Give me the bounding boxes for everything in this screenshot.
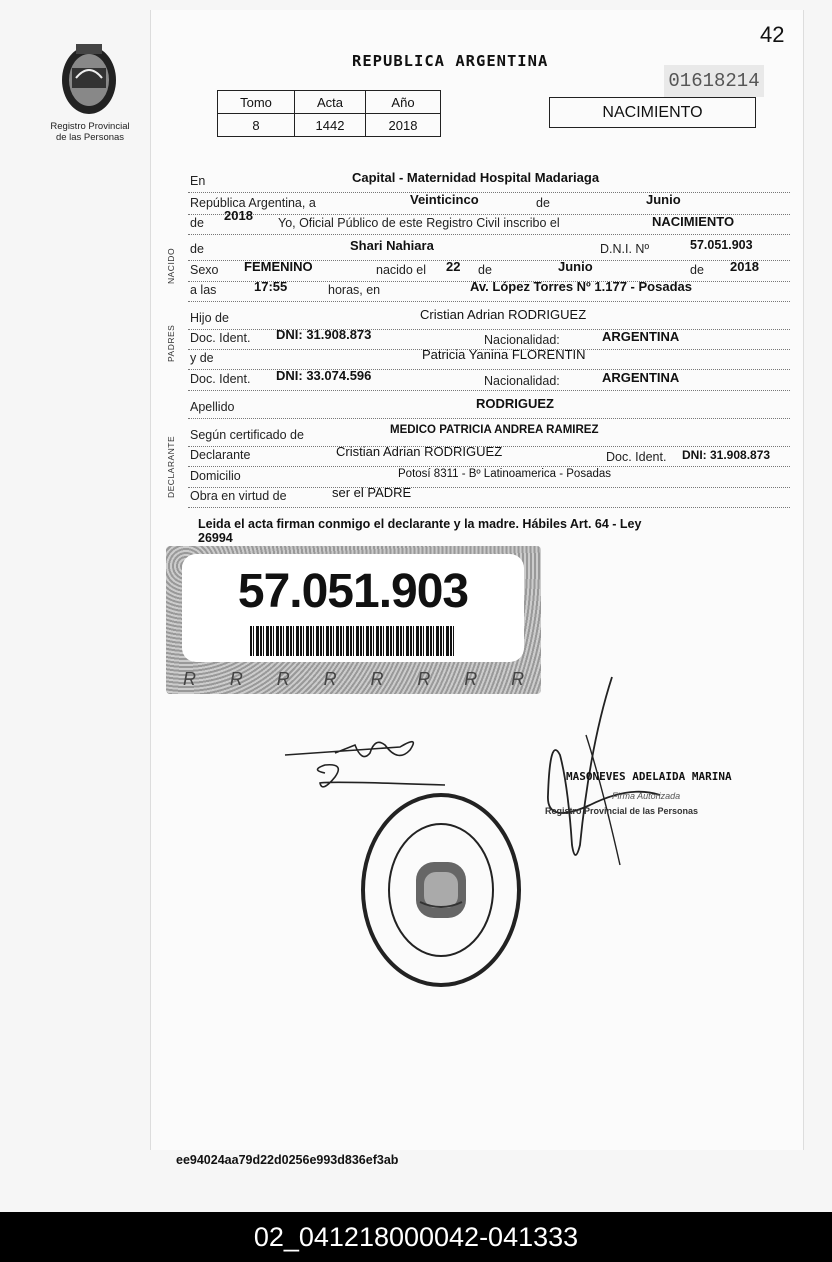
label-en: En — [190, 174, 206, 188]
label-domicilio: Domicilio — [190, 469, 241, 483]
value-padre-nac: ARGENTINA — [602, 329, 680, 344]
closing-note — [198, 517, 783, 545]
closing-note-line2: 26994 — [198, 531, 233, 545]
value-apellido: RODRIGUEZ — [476, 396, 554, 411]
field-row-hora — [188, 279, 790, 302]
document-title: REPUBLICA ARGENTINA — [352, 52, 549, 70]
label-de2: de — [190, 216, 204, 230]
table-header: Acta — [295, 91, 366, 114]
label-nacionalidad2: Nacionalidad: — [484, 374, 560, 388]
pattern-letter: R — [276, 668, 290, 689]
page-number: 42 — [760, 22, 785, 47]
table-cell: 1442 — [295, 114, 366, 137]
value-sexo: FEMENINO — [244, 259, 313, 274]
label-de: de — [536, 196, 550, 210]
label-yo: Yo, Oficial Público de este Registro Civil inscribo el — [278, 216, 560, 230]
value-lugar: Capital - Maternidad Hospital Madariaga — [352, 170, 600, 185]
value-dia: Veinticinco — [410, 192, 479, 207]
serial-number: 01618214 — [664, 65, 764, 97]
label-apellido: Apellido — [190, 400, 235, 414]
file-identifier: 02_041218000042-041333 — [253, 1222, 579, 1252]
value-dni: 57.051.903 — [690, 238, 753, 252]
sticker-pattern — [166, 664, 541, 694]
label-declarante: Declarante — [190, 448, 251, 462]
label-de3: de — [478, 263, 492, 277]
pattern-letter: R — [464, 668, 478, 689]
label-hijo-de: Hijo de — [190, 311, 229, 325]
side-label-declarante: DECLARANTE — [166, 435, 176, 498]
value-domicilio: Potosí 8311 - Bº Latinoamerica - Posadas — [398, 468, 612, 480]
label-de4: de — [690, 263, 704, 277]
pattern-letter: R — [370, 668, 384, 689]
field-row-apellido — [188, 396, 790, 419]
logo-caption-line2: de las Personas — [55, 132, 125, 143]
field-row-inscribo — [188, 208, 790, 235]
signatory-role: Firma Autorizada — [612, 791, 681, 801]
value-nac-anio: 2018 — [730, 259, 759, 274]
field-row-lugar — [188, 170, 790, 193]
closing-note-line1: Leida el acta firman conmigo el declarante y la madre. Hábiles Art. 64 - Ley — [198, 517, 642, 531]
value-nombre: Shari Nahiara — [350, 238, 434, 253]
barcode-icon — [250, 626, 456, 656]
label-republica: República Argentina, a — [190, 196, 316, 210]
value-madre: Patricia Yanina FLORENTIN — [422, 347, 586, 362]
value-madre-nac: ARGENTINA — [602, 370, 680, 385]
label-nacionalidad: Nacionalidad: — [484, 333, 560, 347]
value-declarante-doc: DNI: 31.908.873 — [682, 448, 771, 462]
field-row-madre — [188, 347, 790, 370]
label-obra: Obra en virtud de — [190, 489, 287, 503]
label-a-las: a las — [190, 283, 217, 297]
field-row-obra — [188, 485, 790, 508]
field-row-nombre — [188, 238, 790, 261]
label-nacido-el: nacido el — [376, 263, 427, 277]
pattern-letter: R — [323, 668, 337, 689]
sticker-number: 57.051.903 — [237, 565, 469, 618]
signatory-office: Registro Provincial de las Personas — [545, 806, 699, 816]
field-row-declarante — [188, 444, 790, 467]
official-seal-icon — [358, 790, 524, 990]
value-nac-mes: Junio — [558, 259, 593, 274]
label-de-name: de — [190, 242, 204, 256]
value-anio: 2018 — [224, 208, 253, 223]
label-dni: D.N.I. Nº — [600, 242, 650, 256]
label-doc-ident: Doc. Ident. — [190, 331, 251, 345]
value-mes: Junio — [646, 192, 681, 207]
side-label-padres: PADRES — [166, 324, 176, 362]
side-label-nacido: NACIDO — [166, 247, 176, 284]
value-declarante: Cristian Adrian RODRIGUEZ — [336, 444, 503, 459]
table-header: Año — [366, 91, 441, 114]
document-hash: ee94024aa79d22d0256e993d836ef3ab — [176, 1153, 399, 1167]
record-type-box: NACIMIENTO — [549, 97, 756, 128]
label-sexo: Sexo — [190, 263, 219, 277]
value-lugar-nac: Av. López Torres Nº 1.177 - Posadas — [470, 279, 692, 294]
label-doc-ident2: Doc. Ident. — [190, 372, 251, 386]
pattern-letter: R — [417, 668, 431, 689]
value-tipo: NACIMIENTO — [652, 214, 735, 229]
value-obra: ser el PADRE — [332, 485, 412, 500]
registry-table — [217, 90, 441, 137]
pattern-letter: R — [229, 668, 243, 689]
value-hora: 17:55 — [254, 279, 288, 294]
value-padre: Cristian Adrian RODRIGUEZ — [420, 307, 587, 322]
field-row-madre-doc — [188, 368, 790, 391]
value-certificado: MEDICO PATRICIA ANDREA RAMIREZ — [390, 424, 599, 436]
logo-caption-line1: Registro Provincial — [50, 121, 130, 132]
pattern-letter: R — [182, 668, 196, 689]
value-padre-doc: DNI: 31.908.873 — [276, 327, 372, 342]
value-madre-doc: DNI: 33.074.596 — [276, 368, 372, 383]
signatory-name: MASONEVES ADELAIDA MARINA — [566, 770, 732, 783]
label-horas-en: horas, en — [328, 283, 381, 297]
dni-sticker — [166, 546, 541, 694]
registry-logo-icon — [58, 38, 120, 116]
pattern-letter: R — [511, 668, 525, 689]
label-segun: Según certificado de — [190, 428, 304, 442]
table-header: Tomo — [218, 91, 295, 114]
logo-caption — [40, 121, 140, 143]
label-y-de: y de — [190, 351, 214, 365]
value-nac-dia: 22 — [446, 259, 461, 274]
label-doc-ident3: Doc. Ident. — [606, 450, 667, 464]
table-cell: 8 — [218, 114, 295, 137]
table-cell: 2018 — [366, 114, 441, 137]
sticker-label — [182, 554, 524, 662]
